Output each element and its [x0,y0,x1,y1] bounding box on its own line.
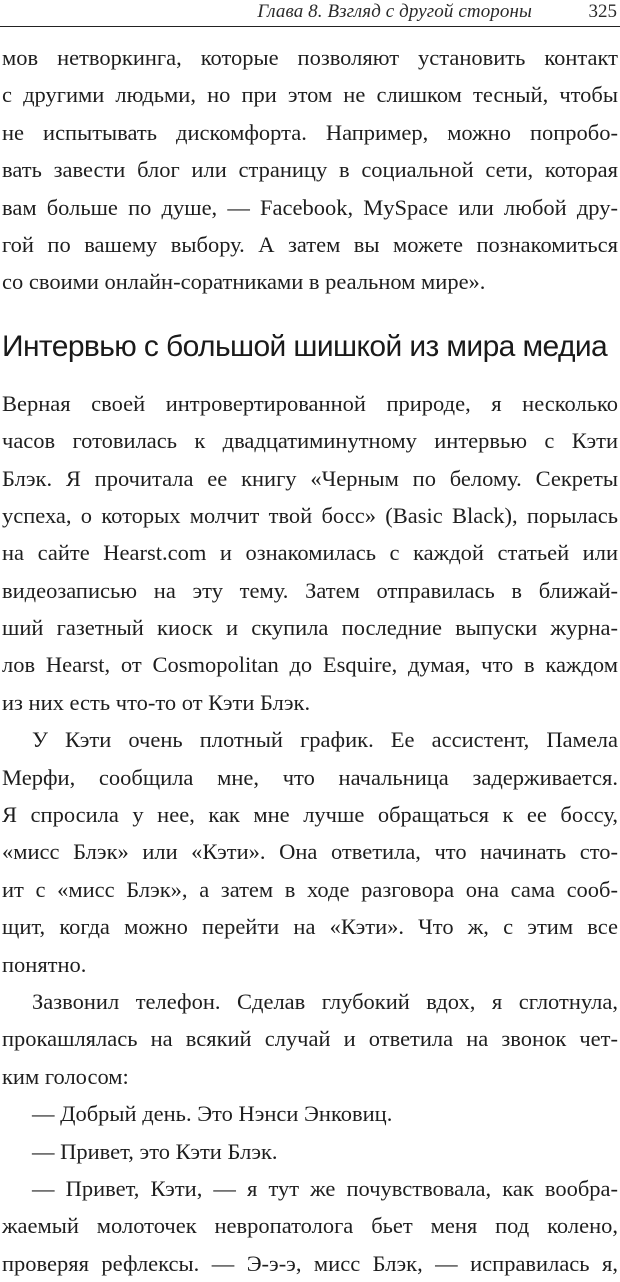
text-line: гой по вашему выбору. А затем вы можете познакомиться [2,231,618,257]
text-line: со своими онлайн-соратниками в реальном мире». [2,269,486,295]
text-line: Зазвонил телефон. Сделав глубокий вдох, я сглотнула, [32,988,618,1014]
text-line: видеозаписью на эту тему. Затем отправилась в ближай- [2,577,618,603]
text-line: мов нетворкинга, которые позволяют установить контакт [2,45,618,70]
page-number: 325 [588,1,617,22]
paragraph-phone-call [2,983,618,1095]
text-line: — Привет, это Кэти Блэк. [32,1138,278,1164]
text-line: Я спросила у нее, как мне лучше обращаться к ее боссу, [2,802,618,828]
section-heading: Интервью с большой шишкой из мира медиа [2,329,608,363]
text-line: из них есть что-то от Кэти Блэк. [2,689,311,715]
text-line: часов готовилась к двадцатиминутному интервью с Кэти [2,428,618,454]
paragraph-research [2,385,618,722]
text-line: У Кэти очень плотный график. Ее ассистент, Памела [32,727,618,753]
text-line: с другими людьми, но при этом не слишком тесный, чтобы [2,82,618,108]
intro-paragraph [2,39,618,301]
text-line: Блэк. Я прочитала ее книгу «Черным по белому. Секреты [2,465,618,491]
running-head [0,0,620,27]
page-body [2,39,618,1282]
paragraph-schedule [2,721,618,983]
text-line: ший газетный киоск и скупила последние выпуски журна- [2,615,618,641]
chapter-title: Глава 8. Взгляд с другой стороны [257,1,532,22]
text-line: Мерфи, сообщила мне, что начальница задерживается. [2,764,618,790]
text-line: проверяя рефлексы. — Э-э-э, мисс Блэк, — исправилась я, [2,1250,618,1276]
text-line: Верная своей интровертированной природе, я несколько [2,390,618,416]
text-line: успеха, о которых молчит твой босс» (Basic Black), порылась [2,502,618,528]
text-line: — Добрый день. Это Нэнси Энковиц. [32,1101,393,1127]
dialogue-line-3 [2,1170,618,1282]
text-line: щит, когда можно перейти на «Кэти». Что ж, с этим все [2,914,618,940]
text-line: жаемый молоточек невропатолога бьет меня под колено, [2,1213,618,1239]
text-line: ким голосом: [2,1063,129,1089]
text-line: прокашлялась на всякий случай и ответила на звонок чет- [2,1026,618,1052]
dialogue-line-1 [2,1095,618,1132]
text-line: ит с «мисс Блэк», а затем в ходе разговора она сама сооб- [2,876,618,902]
text-line: понятно. [2,951,87,977]
text-line: вам больше по душе, — Facebook, MySpace или любой дру- [2,194,618,220]
text-line: не испытывать дискомфорта. Например, можно попробо- [2,119,618,145]
text-line: «мисс Блэк» или «Кэти». Она ответила, что начинать сто- [2,839,618,865]
text-line: лов Hearst, от Cosmopolitan до Esquire, думая, что в каждом [2,652,618,678]
text-line: вать завести блог или страницу в социальной сети, которая [2,157,618,183]
text-line: — Привет, Кэти, — я тут же почувствовала, как вообра- [32,1175,618,1201]
dialogue-line-2 [2,1133,618,1170]
text-line: на сайте Hearst.com и ознакомилась с каждой статьей или [2,540,618,566]
